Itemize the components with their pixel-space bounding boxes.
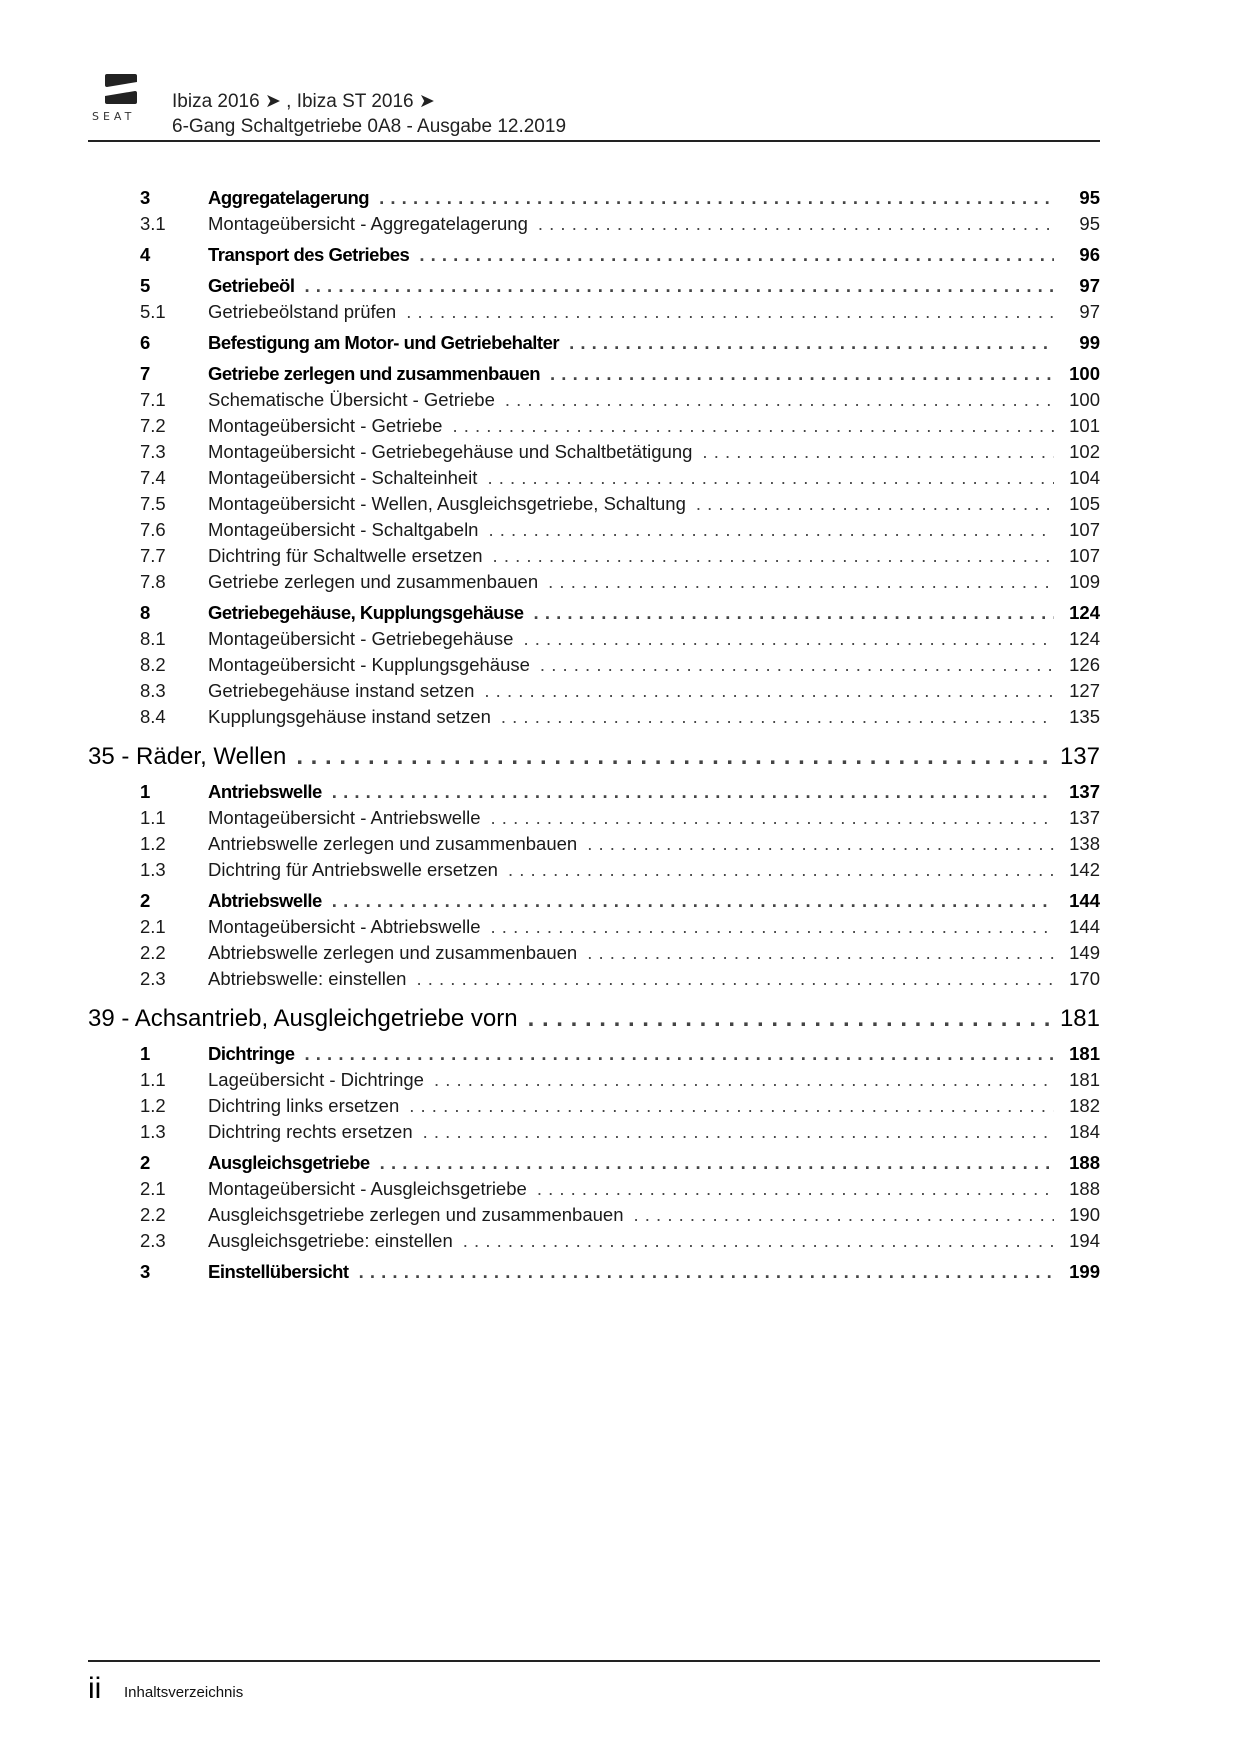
header-divider: [88, 140, 1100, 142]
dot-leader: [409, 1093, 1054, 1119]
toc-entry-title[interactable]: Getriebegehäuse, Kupplungsgehäuse: [208, 602, 524, 623]
toc-subsection-entry[interactable]: [88, 857, 1100, 883]
dot-leader: [528, 1002, 1054, 1036]
toc-entry-number: 7.4: [140, 467, 166, 488]
toc-subsection-entry[interactable]: [88, 1119, 1100, 1145]
toc-subsection-entry[interactable]: [88, 704, 1100, 730]
toc-entry-title[interactable]: Ausgleichsgetriebe zerlegen und zusammenbauen: [208, 1204, 624, 1225]
toc-entry-page[interactable]: 144: [1069, 890, 1100, 911]
toc-entry-number: 7.1: [140, 389, 166, 410]
toc-entry-number: 8.4: [140, 706, 166, 727]
toc-section-entry[interactable]: [88, 1041, 1100, 1067]
toc-entry-page[interactable]: 199: [1069, 1261, 1100, 1282]
toc-entry-number: 8.2: [140, 654, 166, 675]
toc-entry-page[interactable]: 144: [1069, 916, 1100, 937]
toc-entry-page[interactable]: 99: [1079, 332, 1100, 353]
dot-leader: [332, 888, 1054, 914]
toc-entry-number: 5.1: [140, 301, 166, 322]
toc-subsection-entry[interactable]: [88, 626, 1100, 652]
toc-entry-page[interactable]: 100: [1069, 389, 1100, 410]
toc-entry-title[interactable]: Montageübersicht - Schalteinheit: [208, 467, 478, 488]
toc-entry-title[interactable]: Getriebe zerlegen und zusammenbauen: [208, 363, 541, 384]
toc-section-entry[interactable]: [88, 330, 1100, 356]
toc-entry-number: 1.2: [140, 1095, 166, 1116]
toc-entry-number: 2.1: [140, 916, 166, 937]
toc-entry-number: 1.2: [140, 833, 166, 854]
toc-entry-number: 1: [140, 1043, 150, 1064]
toc-entry-title[interactable]: Dichtringe: [208, 1043, 295, 1064]
toc-subsection-entry[interactable]: [88, 1202, 1100, 1228]
toc-entry-number: 7.6: [140, 519, 166, 540]
toc-entry-page[interactable]: 190: [1069, 1204, 1100, 1225]
toc-entry-number: 3.1: [140, 213, 166, 234]
toc-section-entry[interactable]: [88, 1259, 1100, 1285]
toc-entry-page[interactable]: 101: [1069, 415, 1100, 436]
toc-entry-title[interactable]: Getriebeölstand prüfen: [208, 301, 397, 322]
toc-entry-page[interactable]: 97: [1079, 275, 1100, 296]
toc-entry-page[interactable]: 127: [1069, 680, 1100, 701]
toc-entry-title[interactable]: Kupplungsgehäuse instand setzen: [208, 706, 491, 727]
toc-chapter-entry[interactable]: [88, 1002, 1100, 1036]
toc-entry-number: 1: [140, 781, 150, 802]
toc-entry-number: 1.3: [140, 1121, 166, 1142]
toc-entry-page[interactable]: 181: [1069, 1069, 1100, 1090]
toc-entry-page[interactable]: 124: [1069, 602, 1100, 623]
dot-leader: [359, 1259, 1054, 1285]
toc-entry-page[interactable]: 188: [1069, 1178, 1100, 1199]
toc-subsection-entry[interactable]: [88, 569, 1100, 595]
toc-entry-number: 7.7: [140, 545, 166, 566]
toc-subsection-entry[interactable]: [88, 465, 1100, 491]
toc-section-entry[interactable]: [88, 361, 1100, 387]
toc-entry-number: 2.2: [140, 1204, 166, 1225]
toc-entry-number: 1.1: [140, 807, 166, 828]
dot-leader: [534, 600, 1054, 626]
toc-entry-page[interactable]: 181: [1059, 1005, 1100, 1032]
toc-entry-page[interactable]: 137: [1069, 781, 1100, 802]
toc-entry-page[interactable]: 96: [1079, 244, 1100, 265]
toc-entry-number: 3: [140, 187, 150, 208]
seat-logo-icon: [104, 74, 138, 104]
toc-entry-title[interactable]: Antriebswelle zerlegen und zusammenbauen: [208, 833, 578, 854]
toc-entry-number: 1.3: [140, 859, 166, 880]
toc-entry-number: 7.2: [140, 415, 166, 436]
toc-entry-page[interactable]: 95: [1079, 187, 1100, 208]
dot-leader: [634, 1202, 1055, 1228]
toc-entry-page[interactable]: 188: [1069, 1152, 1100, 1173]
dot-leader: [569, 330, 1054, 356]
toc-entry-title[interactable]: Aggregatelagerung: [208, 187, 370, 208]
table-of-contents: [88, 180, 1100, 1285]
toc-entry-title[interactable]: Dichtring links ersetzen: [208, 1095, 400, 1116]
toc-entry-number: 2.1: [140, 1178, 166, 1199]
dot-leader: [463, 1228, 1054, 1254]
dot-leader: [505, 387, 1054, 413]
dot-leader: [452, 413, 1054, 439]
toc-entry-title[interactable]: Ausgleichsgetriebe: [208, 1152, 370, 1173]
dot-leader: [406, 299, 1054, 325]
toc-section-entry[interactable]: [88, 888, 1100, 914]
toc-subsection-entry[interactable]: [88, 543, 1100, 569]
toc-entry-number: 2.2: [140, 942, 166, 963]
toc-section-entry[interactable]: [88, 1150, 1100, 1176]
toc-entry-number: 6: [140, 332, 150, 353]
toc-section-entry[interactable]: [88, 273, 1100, 299]
toc-entry-title[interactable]: Abtriebswelle: [208, 890, 322, 911]
toc-entry-title[interactable]: Dichtring für Antriebswelle ersetzen: [208, 859, 498, 880]
toc-subsection-entry[interactable]: [88, 491, 1100, 517]
toc-subsection-entry[interactable]: [88, 940, 1100, 966]
dot-leader: [587, 831, 1054, 857]
seat-logo: [88, 74, 154, 128]
dot-leader: [305, 273, 1055, 299]
toc-entry-number: 8.3: [140, 680, 166, 701]
toc-entry-title[interactable]: Montageübersicht - Aggregatelagerung: [208, 213, 528, 234]
toc-entry-page[interactable]: 184: [1069, 1121, 1100, 1142]
toc-entry-title[interactable]: 39 - Achsantrieb, Ausgleichgetriebe vorn: [88, 1005, 518, 1032]
toc-entry-page[interactable]: 194: [1069, 1230, 1100, 1251]
dot-leader: [488, 517, 1054, 543]
toc-entry-title[interactable]: Dichtring rechts ersetzen: [208, 1121, 413, 1142]
toc-subsection-entry[interactable]: [88, 299, 1100, 325]
toc-entry-title[interactable]: Montageübersicht - Getriebe: [208, 415, 443, 436]
toc-entry-title[interactable]: Montageübersicht - Antriebswelle: [208, 807, 481, 828]
toc-entry-title[interactable]: Antriebswelle: [208, 781, 322, 802]
toc-entry-page[interactable]: 97: [1079, 301, 1100, 322]
dot-leader: [419, 242, 1054, 268]
dot-leader: [434, 1067, 1054, 1093]
footer-divider: [88, 1660, 1100, 1662]
logo-text: SEAT: [92, 110, 136, 123]
dot-leader: [538, 211, 1054, 237]
dot-leader: [501, 704, 1054, 730]
dot-leader: [416, 966, 1054, 992]
toc-entry-title[interactable]: Abtriebswelle zerlegen und zusammenbauen: [208, 942, 578, 963]
toc-entry-number: 2: [140, 1152, 150, 1173]
toc-entry-number: 8.1: [140, 628, 166, 649]
toc-entry-title[interactable]: Ausgleichsgetriebe: einstellen: [208, 1230, 453, 1251]
toc-subsection-entry[interactable]: [88, 387, 1100, 413]
toc-subsection-entry[interactable]: [88, 1228, 1100, 1254]
dot-leader: [491, 805, 1054, 831]
toc-entry-page[interactable]: 137: [1069, 807, 1100, 828]
toc-entry-number: 2.3: [140, 968, 166, 989]
toc-subsection-entry[interactable]: [88, 439, 1100, 465]
toc-entry-title[interactable]: Montageübersicht - Kupplungsgehäuse: [208, 654, 530, 675]
toc-entry-title[interactable]: Montageübersicht - Ausgleichsgetriebe: [208, 1178, 527, 1199]
dot-leader: [423, 1119, 1054, 1145]
toc-entry-page[interactable]: 102: [1069, 441, 1100, 462]
toc-entry-number: 1.1: [140, 1069, 166, 1090]
dot-leader: [493, 543, 1054, 569]
header-model-line: Ibiza 2016 ➤ , Ibiza ST 2016 ➤: [172, 91, 435, 112]
toc-chapter-entry[interactable]: [88, 740, 1100, 774]
toc-entry-number: 7.3: [140, 441, 166, 462]
toc-entry-page[interactable]: 124: [1069, 628, 1100, 649]
toc-entry-page[interactable]: 109: [1069, 571, 1100, 592]
dot-leader: [548, 569, 1054, 595]
toc-entry-number: 2.3: [140, 1230, 166, 1251]
toc-subsection-entry[interactable]: [88, 517, 1100, 543]
toc-subsection-entry[interactable]: [88, 805, 1100, 831]
dot-leader: [702, 439, 1054, 465]
toc-subsection-entry[interactable]: [88, 678, 1100, 704]
dot-leader: [540, 652, 1054, 678]
toc-entry-page[interactable]: 107: [1069, 545, 1100, 566]
toc-entry-page[interactable]: 105: [1069, 493, 1100, 514]
page-header: [88, 70, 1100, 142]
dot-leader: [696, 491, 1054, 517]
toc-entry-title[interactable]: Befestigung am Motor- und Getriebehalter: [208, 332, 560, 353]
toc-subsection-entry[interactable]: [88, 966, 1100, 992]
dot-leader: [379, 185, 1054, 211]
toc-entry-number: 8: [140, 602, 150, 623]
dot-leader: [491, 914, 1054, 940]
toc-entry-page[interactable]: 170: [1069, 968, 1100, 989]
toc-entry-title[interactable]: Getriebeöl: [208, 275, 295, 296]
dot-leader: [304, 1041, 1054, 1067]
toc-entry-page[interactable]: 182: [1069, 1095, 1100, 1116]
dot-leader: [484, 678, 1054, 704]
toc-section-entry[interactable]: [88, 779, 1100, 805]
toc-entry-page[interactable]: 181: [1069, 1043, 1100, 1064]
dot-leader: [487, 465, 1054, 491]
dot-leader: [332, 779, 1054, 805]
toc-entry-page[interactable]: 126: [1069, 654, 1100, 675]
dot-leader: [550, 361, 1054, 387]
toc-entry-title[interactable]: Schematische Übersicht - Getriebe: [208, 389, 495, 410]
dot-leader: [523, 626, 1054, 652]
toc-entry-title[interactable]: Getriebe zerlegen und zusammenbauen: [208, 571, 539, 592]
toc-subsection-entry[interactable]: [88, 831, 1100, 857]
toc-entry-title[interactable]: Getriebegehäuse instand setzen: [208, 680, 475, 701]
toc-entry-title[interactable]: Montageübersicht - Wellen, Ausgleichsgetriebe, Schaltung: [208, 493, 686, 514]
toc-entry-number: 7.5: [140, 493, 166, 514]
toc-subsection-entry[interactable]: [88, 1067, 1100, 1093]
toc-entry-title[interactable]: Lageübersicht - Dichtringe: [208, 1069, 424, 1090]
page-number: ii: [88, 1672, 102, 1705]
toc-entry-page[interactable]: 95: [1079, 213, 1100, 234]
toc-entry-page[interactable]: 107: [1069, 519, 1100, 540]
toc-entry-title[interactable]: Montageübersicht - Schaltgabeln: [208, 519, 479, 540]
toc-entry-title[interactable]: Abtriebswelle: einstellen: [208, 968, 407, 989]
toc-entry-title[interactable]: Montageübersicht - Abtriebswelle: [208, 916, 481, 937]
dot-leader: [296, 740, 1054, 774]
toc-subsection-entry[interactable]: [88, 914, 1100, 940]
dot-leader: [508, 857, 1054, 883]
toc-section-entry[interactable]: [88, 242, 1100, 268]
toc-subsection-entry[interactable]: [88, 1176, 1100, 1202]
toc-subsection-entry[interactable]: [88, 1093, 1100, 1119]
toc-entry-page[interactable]: 100: [1069, 363, 1100, 384]
dot-leader: [380, 1150, 1054, 1176]
toc-section-entry[interactable]: [88, 185, 1100, 211]
toc-entry-number: 2: [140, 890, 150, 911]
toc-subsection-entry[interactable]: [88, 413, 1100, 439]
toc-subsection-entry[interactable]: [88, 211, 1100, 237]
toc-entry-number: 3: [140, 1261, 150, 1282]
toc-entry-title[interactable]: Einstellübersicht: [208, 1261, 349, 1282]
toc-entry-number: 7.8: [140, 571, 166, 592]
toc-entry-number: 7: [140, 363, 150, 384]
toc-entry-page[interactable]: 137: [1059, 743, 1100, 770]
toc-entry-title[interactable]: Montageübersicht - Getriebegehäuse und Schaltbetätigung: [208, 441, 693, 462]
toc-section-entry[interactable]: [88, 600, 1100, 626]
header-manual-title: 6-Gang Schaltgetriebe 0A8 - Ausgabe 12.2019: [172, 116, 567, 137]
toc-entry-title[interactable]: Dichtring für Schaltwelle ersetzen: [208, 545, 483, 566]
toc-entry-page[interactable]: 135: [1069, 706, 1100, 727]
toc-subsection-entry[interactable]: [88, 652, 1100, 678]
toc-entry-page[interactable]: 104: [1069, 467, 1100, 488]
toc-entry-title[interactable]: Transport des Getriebes: [208, 244, 410, 265]
footer-label: Inhaltsverzeichnis: [124, 1684, 244, 1701]
toc-entry-title[interactable]: Montageübersicht - Getriebegehäuse: [208, 628, 514, 649]
toc-entry-page[interactable]: 138: [1069, 833, 1100, 854]
toc-entry-number: 5: [140, 275, 150, 296]
dot-leader: [537, 1176, 1054, 1202]
dot-leader: [587, 940, 1054, 966]
toc-entry-page[interactable]: 149: [1069, 942, 1100, 963]
toc-entry-title[interactable]: 35 - Räder, Wellen: [88, 743, 287, 770]
toc-entry-page[interactable]: 142: [1069, 859, 1100, 880]
toc-entry-number: 4: [140, 244, 150, 265]
